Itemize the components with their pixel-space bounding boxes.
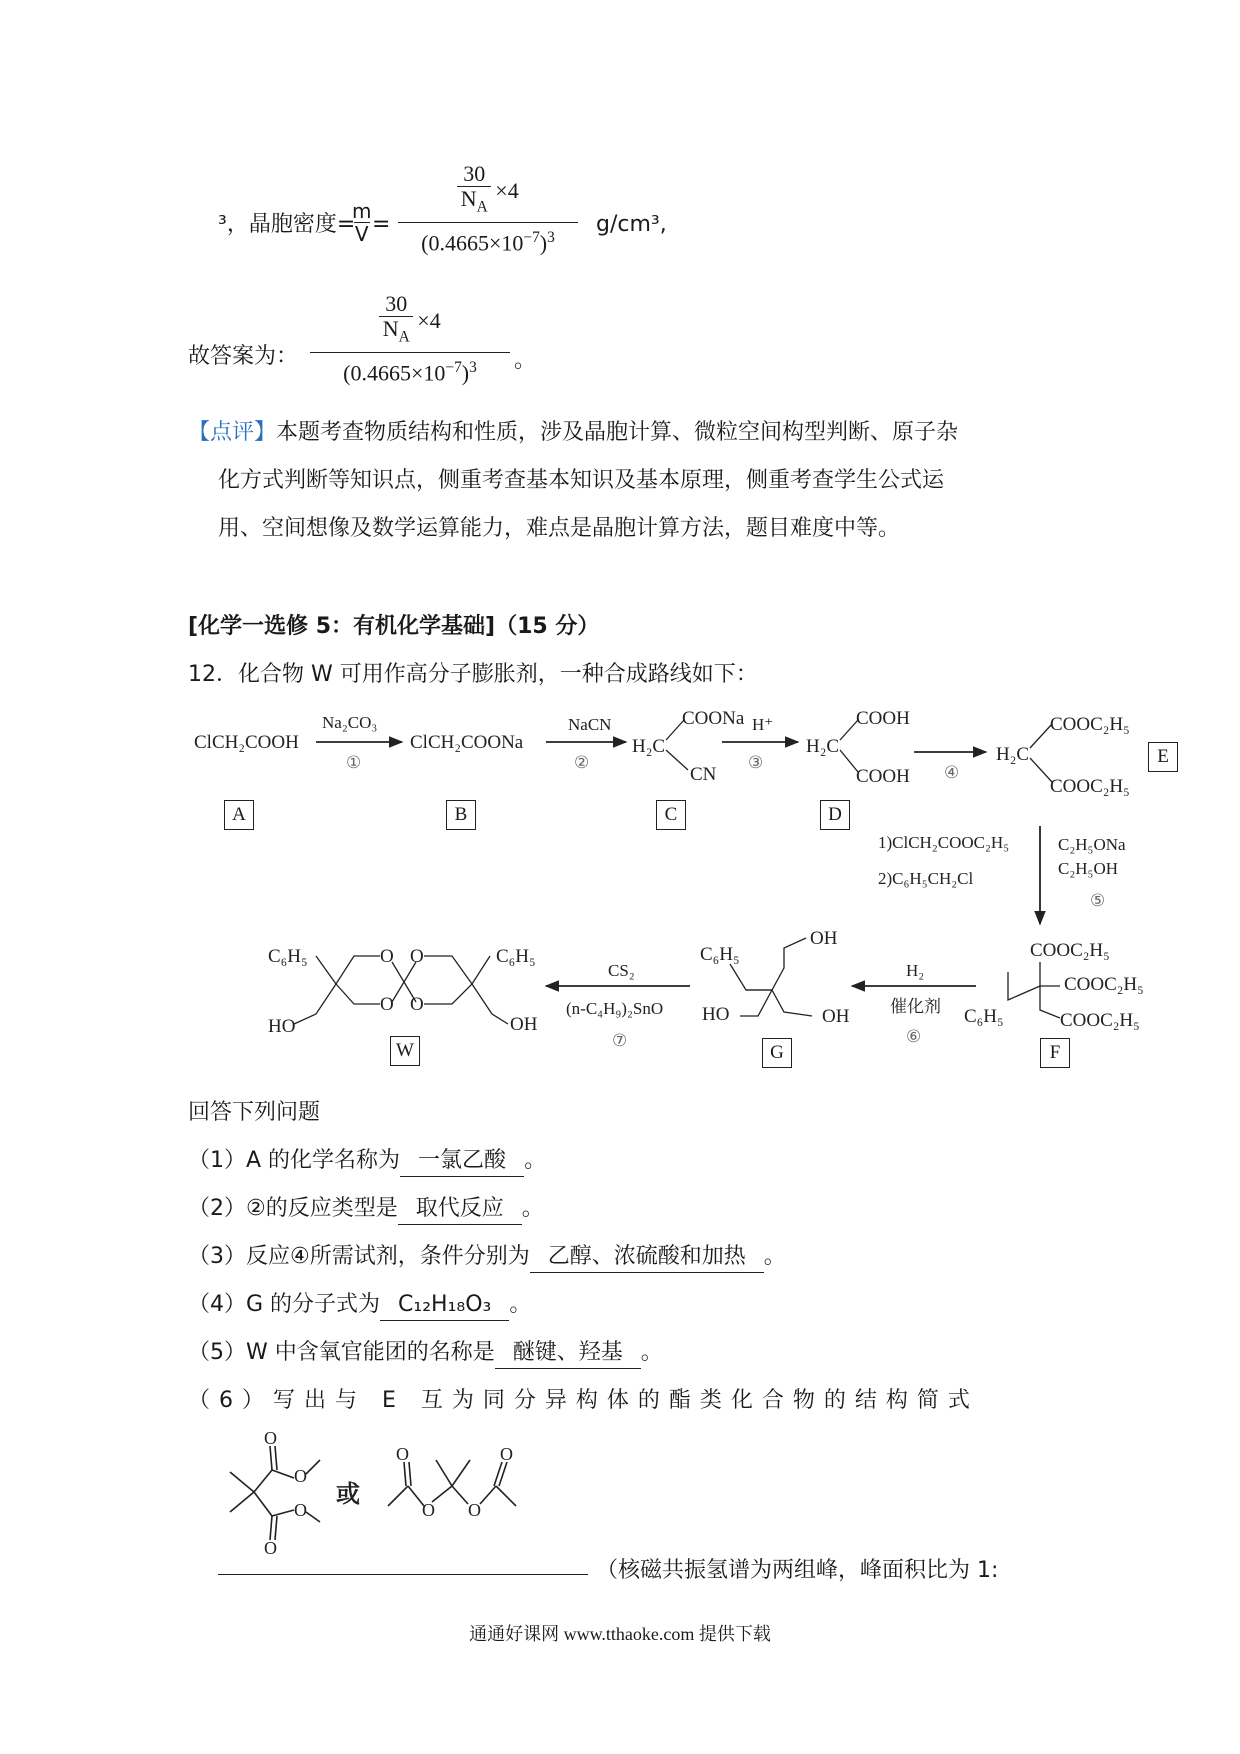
label-g: G [762, 1038, 792, 1068]
na-symbol: N [382, 316, 399, 342]
label-e: E [1148, 742, 1178, 772]
na-sub: A [398, 328, 410, 346]
answer-label: 故答案为： [188, 344, 299, 369]
compound-w-o3: O [380, 994, 394, 1015]
review-line-1 [188, 418, 958, 448]
compound-w-o1: O [380, 946, 394, 967]
label-w: W [390, 1036, 420, 1066]
svg-text:O: O [468, 1500, 481, 1520]
question-3-end: 。 [763, 1244, 786, 1269]
svg-text:O: O [264, 1430, 277, 1448]
m-symbol: m [352, 199, 372, 223]
reagent-7b: (n-C₄H₉)₂SnO [566, 999, 664, 1018]
compound-e-bot: COOC₂H₅ [1050, 776, 1130, 797]
compound-e-top: COOC₂H₅ [1050, 714, 1130, 735]
times-4: ×4 [417, 308, 441, 333]
compound-c-bot: CN [690, 764, 717, 785]
question-5 [188, 1338, 663, 1369]
question-5-text: （5）W 中含氧官能团的名称是 [188, 1340, 495, 1365]
question-1-text: （1）A 的化学名称为 [188, 1148, 401, 1173]
step-4: ④ [944, 763, 960, 782]
svg-text:O: O [500, 1444, 513, 1464]
compound-w-4: OH [510, 1014, 538, 1035]
compound-f-1: COOC₂H₅ [1030, 940, 1110, 961]
review-line-3: 用、空间想像及数学运算能力，难点是晶胞计算方法，题目难度中等。 [218, 516, 901, 541]
reagent-5c: C₂H₅ONa [1058, 835, 1126, 854]
question-4-answer: C₁₂H₁₈O₃ [380, 1290, 509, 1321]
scheme-svg [0, 700, 1240, 1090]
equals-sign: = [372, 212, 391, 237]
question-2-text: （2）②的反应类型是 [188, 1196, 398, 1221]
reagent-5d: C₂H₅OH [1058, 859, 1119, 878]
compound-c-mid: H₂C [632, 736, 666, 757]
compound-g-3: HO [702, 1004, 730, 1025]
reagent-5b: 2)C₆H₅CH₂Cl [878, 869, 974, 888]
denominator-close: ) [461, 360, 470, 386]
compound-a: ClCH₂COOH [194, 732, 299, 753]
reagent-1: Na₂CO₃ [322, 713, 378, 732]
density-prefix: ³，晶胞密度= [218, 212, 356, 237]
exponent: −7 [445, 359, 462, 376]
denominator-close: ) [539, 230, 548, 256]
na-sub: A [476, 198, 488, 216]
svg-text:O: O [264, 1538, 277, 1558]
reagent-3: H⁺ [752, 715, 774, 734]
step-1: ① [346, 753, 362, 772]
num-30: 30 [463, 161, 486, 187]
or-word: 或 [336, 1482, 360, 1508]
answer-fraction [310, 290, 510, 388]
compound-f-3: C₆H₅ [964, 1006, 1004, 1027]
label-f: F [1040, 1038, 1070, 1068]
compound-g-1: C₆H₅ [700, 944, 740, 965]
reagent-6a: H₂ [906, 961, 925, 980]
compound-w-3: HO [268, 1016, 296, 1037]
label-d: D [820, 800, 850, 830]
section-title: [化学一选修 5：有机化学基础]（15 分） [188, 614, 600, 639]
compound-e-mid: H₂C [996, 744, 1030, 765]
question-3-answer: 乙醇、浓硫酸和加热 [530, 1242, 764, 1273]
v-symbol: V [354, 222, 369, 246]
compound-w-1: C₆H₅ [268, 946, 308, 967]
q6-structures [210, 1430, 630, 1560]
density-fraction [388, 160, 588, 258]
exponent: −7 [523, 229, 540, 246]
question-3-text: （3）反应④所需试剂，条件分别为 [188, 1244, 530, 1269]
reagent-5a: 1)ClCH₂COOC₂H₅ [878, 833, 1010, 852]
synthesis-scheme [0, 700, 1240, 1090]
question-2 [188, 1194, 544, 1225]
question-6: （6）写出与 E 互为同分异构体的酯类化合物的结构简式 [188, 1388, 979, 1413]
compound-d-top: COOH [856, 708, 910, 729]
reagent-7a: CS₂ [608, 961, 635, 980]
compound-c-top: COONa [682, 708, 745, 729]
svg-text:O: O [396, 1444, 409, 1464]
q6-answer-line [218, 1574, 588, 1575]
questions-intro: 回答下列问题 [188, 1100, 321, 1125]
compound-d-bot: COOH [856, 766, 910, 787]
question-4-text: （4）G 的分子式为 [188, 1292, 381, 1317]
compound-w-o4: O [410, 994, 424, 1015]
unit: g/cm³, [596, 212, 667, 237]
compound-w-o2: O [410, 946, 424, 967]
denominator: (0.4665×10 [421, 230, 524, 256]
question-4 [188, 1290, 531, 1321]
question-5-end: 。 [640, 1340, 663, 1365]
question-2-end: 。 [521, 1196, 544, 1221]
reagent-6b: 催化剂 [890, 997, 941, 1016]
compound-g-4: OH [822, 1006, 850, 1027]
question-intro: 12．化合物 W 可用作高分子膨胀剂，一种合成路线如下： [188, 662, 758, 687]
page-footer: 通通好课网 www.tthaoke.com 提供下载 [469, 1624, 771, 1644]
svg-text:O: O [422, 1500, 435, 1520]
step-6: ⑥ [906, 1027, 922, 1046]
denominator-power: 3 [469, 359, 477, 376]
m-over-v [352, 200, 371, 245]
compound-f-2: COOC₂H₅ [1064, 974, 1144, 995]
compound-g-2: OH [810, 928, 838, 949]
times-4: ×4 [495, 178, 519, 203]
q6-tail: （核磁共振氢谱为两组峰，峰面积比为 1: [596, 1558, 999, 1583]
na-symbol: N [460, 186, 477, 212]
step-3: ③ [748, 753, 764, 772]
review-line-2: 化方式判断等知识点，侧重考查基本知识及基本原理，侧重考查学生公式运 [218, 468, 945, 493]
compound-w-2: C₆H₅ [496, 946, 536, 967]
compound-f-4: COOC₂H₅ [1060, 1010, 1140, 1031]
question-3 [188, 1242, 786, 1273]
step-2: ② [574, 753, 590, 772]
step-7: ⑦ [612, 1031, 628, 1050]
compound-d-mid: H₂C [806, 736, 840, 757]
label-b: B [446, 800, 476, 830]
review-tag: 【点评】 [188, 420, 277, 445]
step-5: ⑤ [1090, 891, 1106, 910]
num-30: 30 [385, 291, 408, 317]
question-1 [188, 1146, 546, 1177]
denominator: (0.4665×10 [343, 360, 446, 386]
label-c: C [656, 800, 686, 830]
question-2-answer: 取代反应 [398, 1194, 522, 1225]
question-1-end: 。 [524, 1148, 547, 1173]
compound-b: ClCH₂COONa [410, 732, 524, 753]
answer-end: 。 [514, 348, 537, 373]
denominator-power: 3 [547, 229, 555, 246]
question-4-end: 。 [509, 1292, 532, 1317]
question-5-answer: 醚键、羟基 [495, 1338, 641, 1369]
reagent-2: NaCN [568, 715, 612, 734]
label-a: A [224, 800, 254, 830]
svg-text:O: O [294, 1466, 307, 1486]
question-1-answer: 一氯乙酸 [400, 1146, 524, 1177]
q6-svg [210, 1430, 630, 1560]
review-text-1: 本题考查物质结构和性质，涉及晶胞计算、微粒空间构型判断、原子杂 [276, 420, 959, 445]
svg-text:O: O [294, 1500, 307, 1520]
